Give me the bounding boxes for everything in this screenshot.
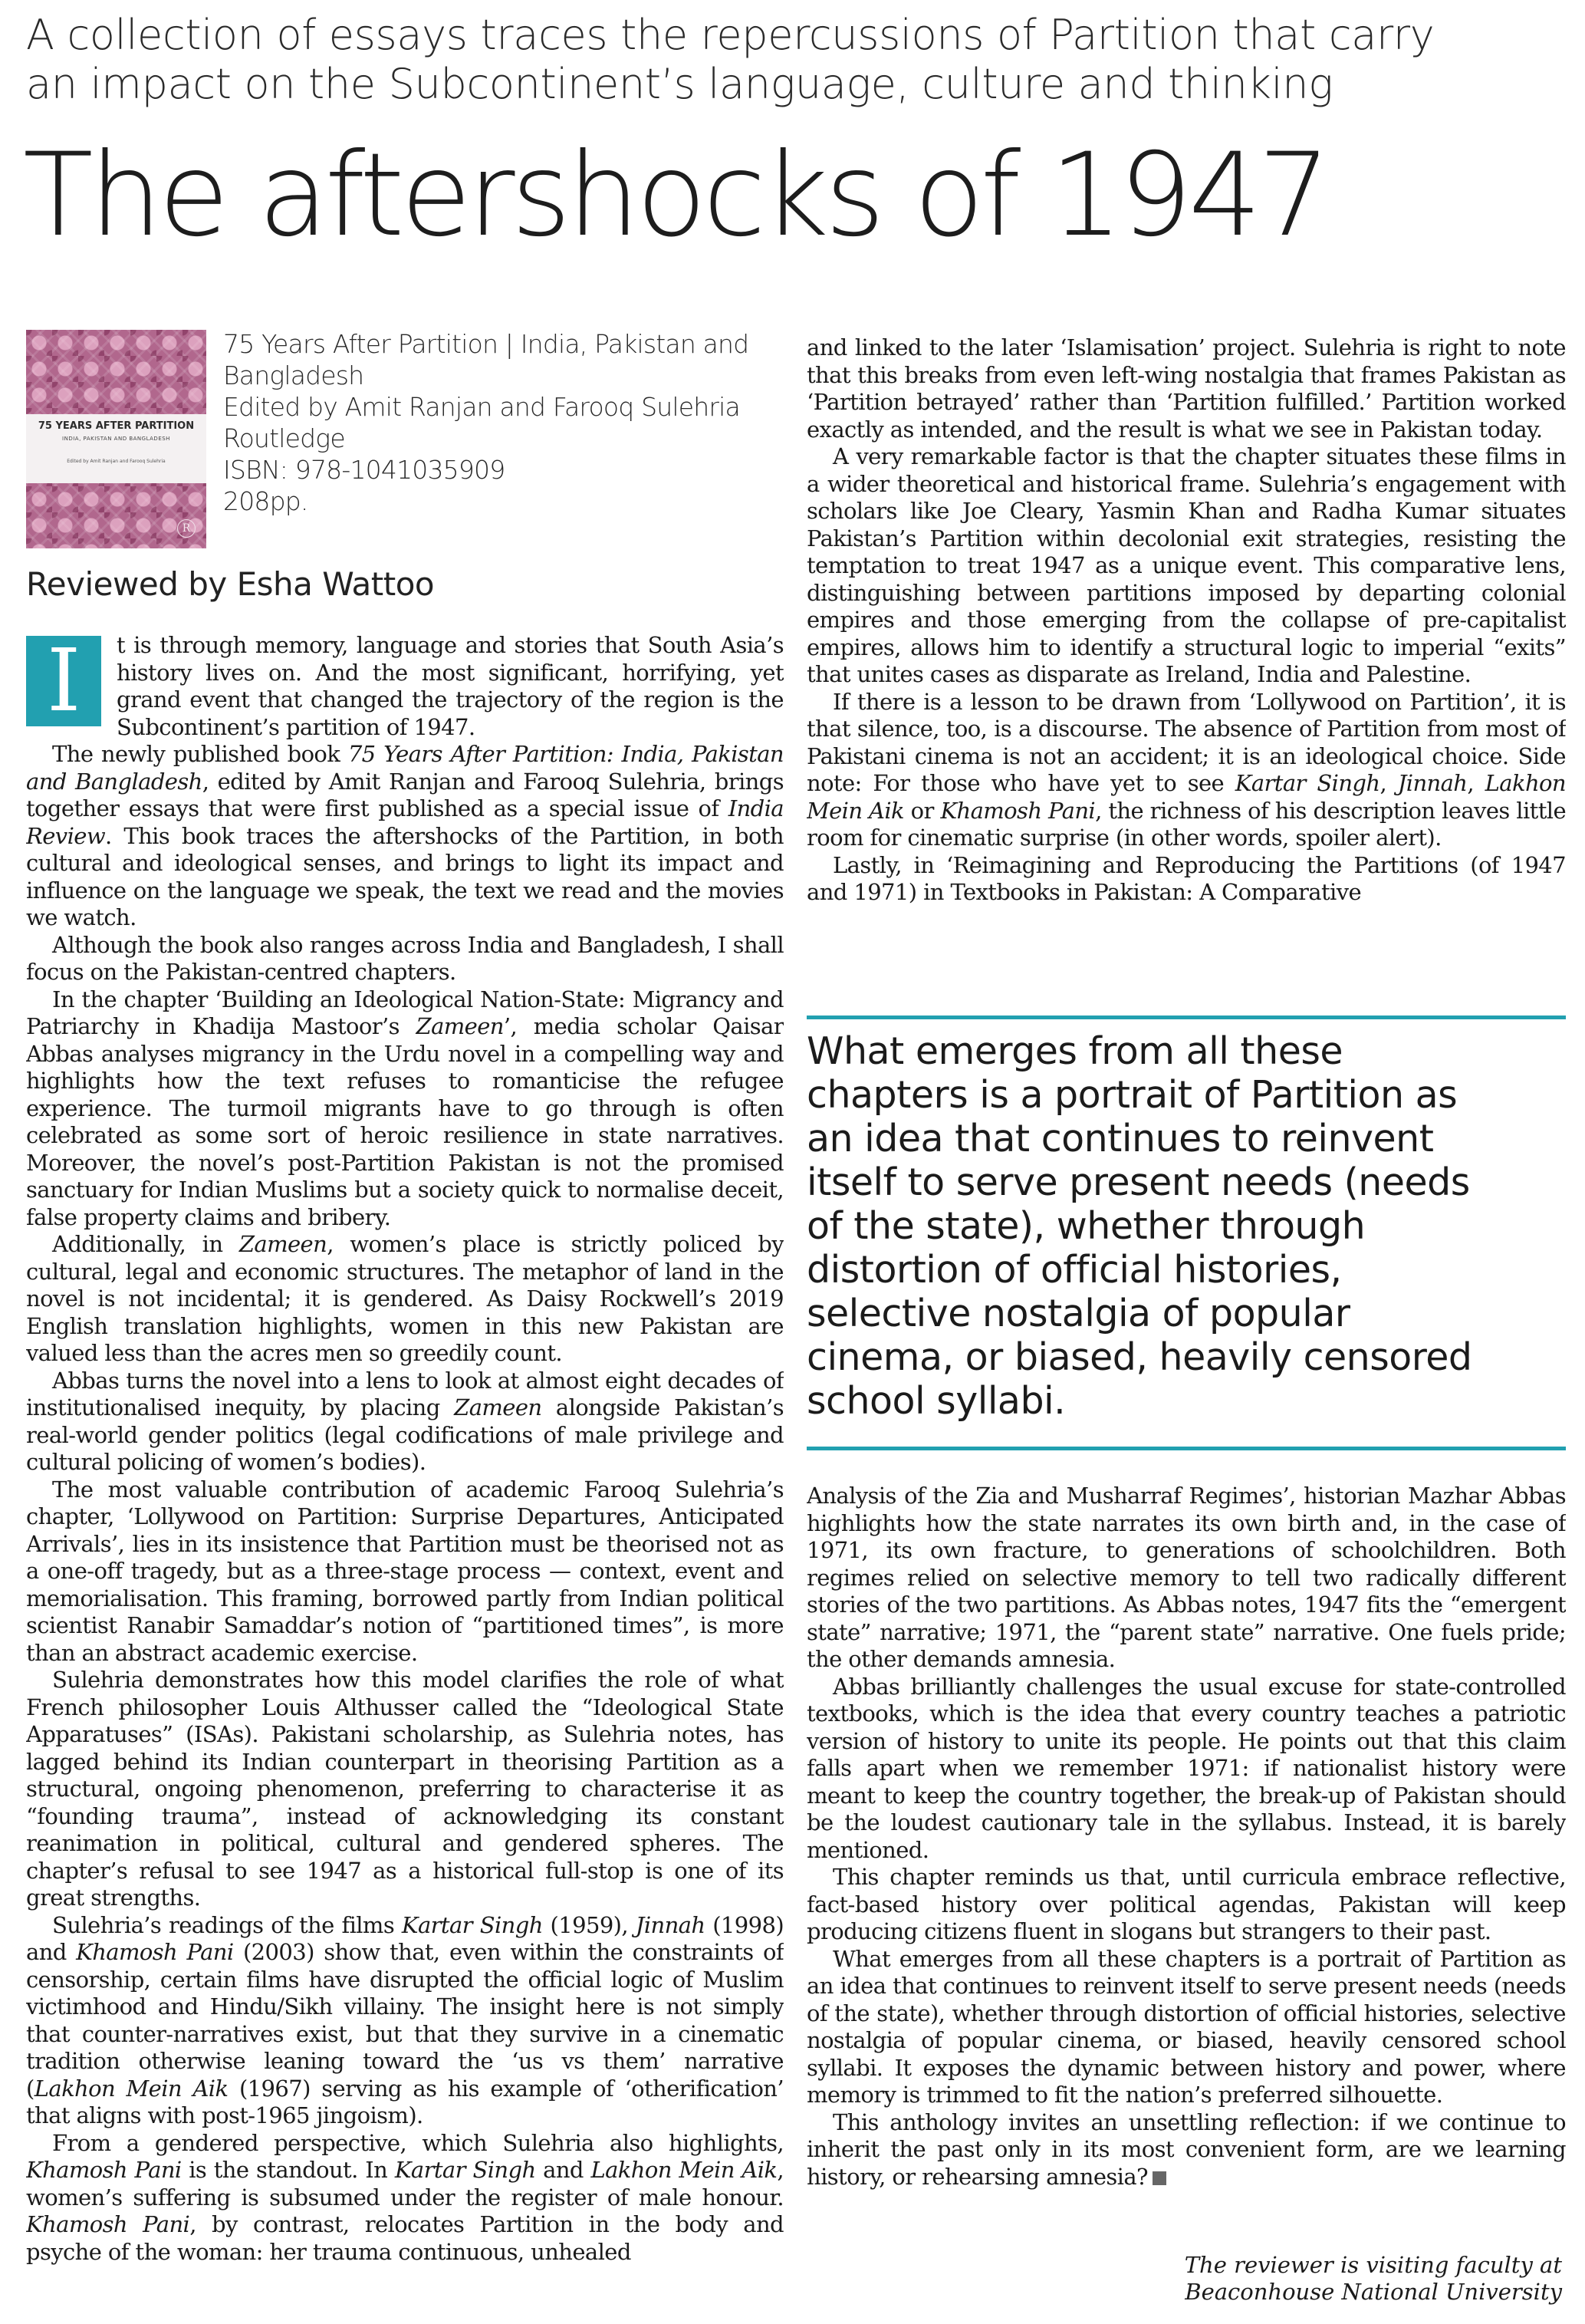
paragraph: Abbas turns the novel into a lens to look at almost eight decades of institutionalised inequity, by placing Zameen alongside Pakistan’s real-world gender politics (legal codifications of male privilege and cultural policing of women’s bodies). bbox=[26, 1367, 784, 1475]
paragraph: Although the book also ranges across India and Bangladesh, I shall focus on the Pakistan-centred chapters. bbox=[26, 931, 784, 985]
paragraph: I t is through memory, language and stories that South Asia’s history lives on. And the most significant, horrifying, yet grand event that changed the trajectory of the region is the Subcontinent’s partition of 1947. bbox=[26, 632, 784, 741]
kicker-line-2: an impact on the Subcontinent’s language, culture and thinking bbox=[26, 60, 1333, 108]
paragraph: and linked to the later ‘Islamisation’ project. Sulehria is right to note that this breaks from even left-wing nostalgia that frames Pakistan as ‘Partition betrayed’ rather than ‘Partition fulfilled.’ Partition worked exactly as intended, and the result is what we see in Pakistan today. bbox=[807, 334, 1566, 443]
paragraph: Analysis of the Zia and Musharraf Regimes’, historian Mazhar Abbas highlights how the state narrates its own birth and, in the case of 1971, its own fracture, to generations of schoolchildren. Both regimes relied on selective memory to tell two radically different stories of the two partitions. As Abbas notes, 1947 fits the “emergent state” narrative; 1971, the “parent state” narrative. One fuels pride; the other demands amnesia. bbox=[807, 1483, 1566, 1672]
end-mark-icon bbox=[1153, 2171, 1166, 2185]
paragraph: Additionally, in Zameen, women’s place is strictly policed by cultural, legal and economic structures. The metaphor of land in the novel is not incidental; it is gendered. As Daisy Rockwell’s 2019 English translation highlights, women in this new Pakistan are valued less than the acres men so greedily count. bbox=[26, 1231, 784, 1366]
paragraph: A very remarkable factor is that the chapter situates these films in a wider theoretical and historical frame. Sulehria’s engagement with scholars like Joe Cleary, Yasmin Khan and Radha Kumar situates Pakistan’s Partition within decolonial exit strategies, resisting the temptation to treat 1947 as a unique event. This comparative lens, distinguishing between partitions imposed by departing colonial empires and those emerging from the collapse of pre-capitalist empires, allows him to identify a structural logic to imperial “exits” that unites cases as disparate as Ireland, India and Palestine. bbox=[807, 443, 1566, 687]
pullquote-top-rule bbox=[807, 1016, 1566, 1019]
cover-subtitle: INDIA, PAKISTAN AND BANGLADESH bbox=[62, 436, 170, 442]
cover-title: 75 YEARS AFTER PARTITION bbox=[38, 420, 195, 432]
drop-cap: I bbox=[26, 636, 101, 726]
headline: The aftershocks of 1947 bbox=[23, 129, 1327, 262]
pullquote-bottom-rule bbox=[807, 1447, 1566, 1450]
kicker bbox=[26, 11, 1567, 109]
article-column-right-bottom bbox=[807, 1483, 1566, 2234]
reviewer-note: The reviewer is visiting faculty at Beaconhouse National University bbox=[1184, 2252, 1562, 2305]
paragraph: In the chapter ‘Building an Ideological Nation-State: Migrancy and Patriarchy in Khadija Mastoor’s Zameen’, media scholar Qaisar Abbas analyses migrancy in the Urdu novel in a compelling way and highlights how the text refuses to romanticise the refugee experience. The turmoil migrants have to go through is often celebrated as some sort of heroic resilience in state narratives. Moreover, the novel’s post-Partition Pakistan is not the promised sanctuary for Indian Muslims but a society quick to normalise deceit, false property claims and bribery. bbox=[26, 986, 784, 1230]
article-column-left bbox=[26, 632, 784, 2316]
paragraph: This chapter reminds us that, until curricula embrace reflective, fact-based history over political agendas, Pakistan will keep producing citizens fluent in slogans but strangers to their past. bbox=[807, 1864, 1566, 1944]
paragraph: If there is a lesson to be drawn from ‘Lollywood on Partition’, it is that silence, too, is a discourse. The absence of Partition from most of Pakistani cinema is not an accident; it is an ideological choice. Side note: For those who have yet to see Kartar Singh, Jinnah, Lakhon Mein Aik or Khamosh Pani, the richness of his description leaves little room for cinematic surprise (in other words, spoiler alert). bbox=[807, 688, 1566, 851]
paragraph: The newly published book 75 Years After Partition: India, Pakistan and Bangladesh, edited by Amit Ranjan and Farooq Sulehria, brings together essays that were first published as a special issue of India Review. This book traces the aftershocks of the Partition, in both cultural and ideological senses, and brings to light its impact and influence on the language we speak, the text we read and the movies we watch. bbox=[26, 741, 784, 930]
paragraph: Abbas brilliantly challenges the usual excuse for state-controlled textbooks, which is the idea that every country teaches a patriotic version of history to unite its people. He points out that this claim falls apart when we remember 1971: if nationalist history were meant to keep the country together, the break-up of Pakistan should be the loudest cautionary tale in the syllabus. Instead, it is barely mentioned. bbox=[807, 1673, 1566, 1863]
paragraph: Sulehria’s readings of the films Kartar Singh (1959), Jinnah (1998) and Khamosh Pani (2003) show that, even within the constraints of censorship, certain films have disrupted the official logic of Muslim victimhood and Hindu/Sikh villainy. The insight here is not simply that counter-narratives exist, but that they survive in a cinematic tradition otherwise leaning toward the ‘us vs them’ narrative (Lakhon Mein Aik (1967) serving as his example of ‘otherification’ that aligns with post-1965 jingoism). bbox=[26, 1911, 784, 2128]
cover-editors: Edited by Amit Ranjan and Farooq Sulehria bbox=[67, 459, 166, 464]
book-isbn: ISBN: 978-1041035909 bbox=[223, 455, 505, 485]
paragraph: The most valuable contribution of academic Farooq Sulehria’s chapter, ‘Lollywood on Partition: Surprise Departures, Anticipated Arrivals’, lies in its insistence that Partition must be theorised not as a one-off tragedy, but as a three-stage process — context, event and memorialisation. This framing, borrowed partly from Indian political scientist Ranabir Samaddar’s notion of “partitioned times”, is more than an abstract academic exercise. bbox=[26, 1476, 784, 1666]
book-title-line: Bangladesh bbox=[223, 360, 364, 390]
paragraph: From a gendered perspective, which Sulehria also highlights, Khamosh Pani is the standout. In Kartar Singh and Lakhon Mein Aik, women’s suffering is subsumed under the register of male honour. Khamosh Pani, by contrast, relocates Partition in the body and psyche of the woman: her trauma continuous, unhealed bbox=[26, 2129, 784, 2265]
paragraph: This anthology invites an unsettling reflection: if we continue to inherit the past only in its most convenient form, are we learning history, or rehearsing amnesia? bbox=[807, 2108, 1566, 2190]
book-title-line: 75 Years After Partition | India, Pakistan and bbox=[223, 329, 749, 359]
book-cover-image bbox=[26, 330, 206, 548]
book-publisher: Routledge bbox=[223, 423, 345, 453]
publisher-logo-icon: R bbox=[177, 519, 196, 538]
reviewer-byline: Reviewed by Esha Wattoo bbox=[26, 565, 435, 603]
paragraph: What emerges from all these chapters is a portrait of Partition as an idea that continues to reinvent itself to serve present needs (needs of the state), whether through distortion of official histories, selective nostalgia of popular cinema, or biased, heavily censored school syllabi. It exposes the dynamic between history and power, where memory is trimmed to fit the nation’s preferred silhouette. bbox=[807, 1945, 1566, 2108]
book-editors: Edited by Amit Ranjan and Farooq Sulehria bbox=[223, 392, 740, 422]
kicker-line-1: A collection of essays traces the repercussions of Partition that carry bbox=[26, 11, 1435, 59]
book-pages: 208pp. bbox=[223, 486, 308, 516]
paragraph: Sulehria demonstrates how this model clarifies the role of what French philosopher Louis Althusser called the “Ideological State Apparatuses” (ISAs). Pakistani scholarship, as Sulehria notes, has lagged behind its Indian counterpart in theorising Partition as a structural, ongoing phenomenon, preferring to characterise it as “founding trauma”, instead of acknowledging its constant reanimation in political, cultural and gendered spheres. The chapter’s refusal to see 1947 as a historical full-stop is one of its great strengths. bbox=[26, 1667, 784, 1911]
book-details bbox=[223, 328, 791, 517]
pullquote: What emerges from all these chapters is a portrait of Partition as an idea that continues to reinvent itself to serve present needs (needs of the state), whether through distortion of official histories, selective nostalgia of popular cinema, or biased, heavily censored school syllabi. bbox=[807, 1029, 1472, 1423]
paragraph: Lastly, in ‘Reimagining and Reproducing the Partitions (of 1947 and 1971) in Textbooks in Pakistan: A Comparative bbox=[807, 851, 1566, 905]
article-column-right-top bbox=[807, 334, 1566, 998]
